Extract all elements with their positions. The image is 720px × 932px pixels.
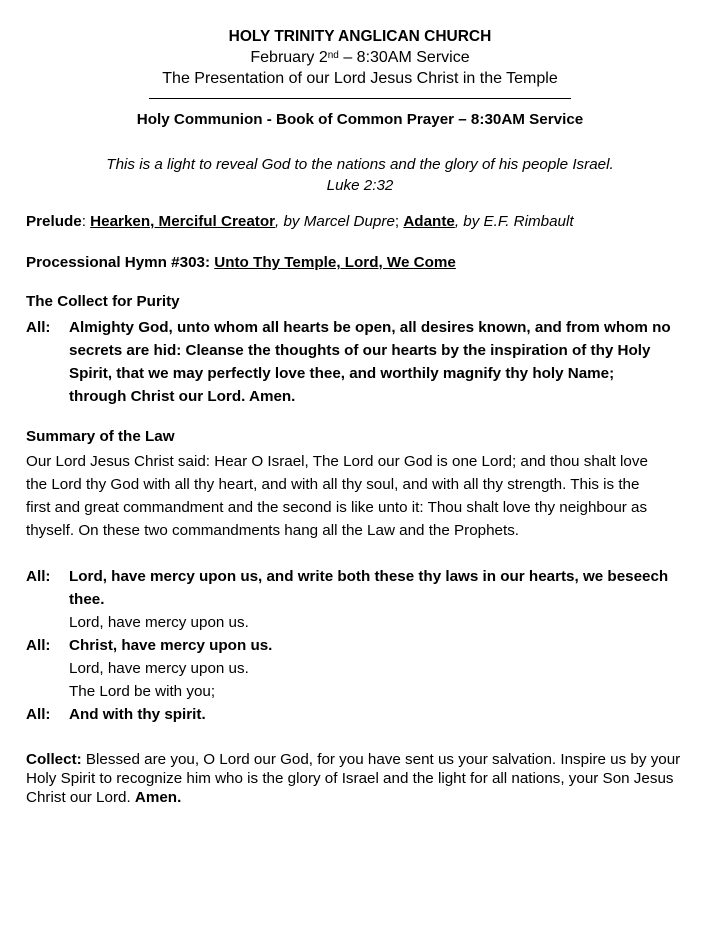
- versicle-text: Lord, have mercy upon us.: [69, 614, 249, 631]
- summary-title: Summary of the Law: [26, 428, 175, 445]
- response-line: thee.: [69, 591, 105, 608]
- summary-line: the Lord thy God with all thy heart, and with all thy soul, and with all thy strength. This is the: [26, 476, 640, 493]
- collect-label: Collect:: [26, 751, 82, 768]
- scripture-verse: [0, 154, 720, 196]
- prelude-composer-2: , by E.F. Rimbault: [454, 213, 574, 230]
- response-label: All:: [26, 637, 51, 654]
- prelude-composer-1: , by Marcel Dupre: [275, 213, 395, 230]
- summary-line: thyself. On these two commandments hang all the Law and the Prophets.: [26, 522, 520, 539]
- response-line: Lord, have mercy upon us, and write both these thy laws in our hearts, we beseech: [69, 568, 669, 585]
- response-text: [69, 316, 706, 408]
- response-text: And with thy spirit.: [69, 706, 206, 723]
- collect-text: Blessed are you, O Lord our God, for you have sent us your salvation. Inspire us by your Holy Spirit to recognize him who is the glory of Israel and the light for all nations, your Son Jesus Christ our Lord.: [26, 751, 681, 806]
- response-text: [69, 565, 706, 611]
- verse-text: This is a light to reveal God to the nations and the glory of his people Israel.: [106, 156, 614, 173]
- header: [0, 26, 720, 89]
- response-text: Christ, have mercy upon us.: [69, 637, 273, 654]
- service-title: Holy Communion - Book of Common Prayer – 8:30AM Service: [136, 111, 584, 128]
- versicle-text: The Lord be with you;: [69, 683, 216, 700]
- response-line: secrets are hid: Cleanse the thoughts of our hearts by the inspiration of thy Holy: [69, 342, 651, 359]
- prelude-line: [26, 213, 574, 230]
- verse-reference: Luke 2:32: [326, 177, 394, 194]
- response-line: Spirit, that we may perfectly love thee, and worthily magnify thy holy Name;: [69, 365, 615, 382]
- date-prefix: February 2: [250, 49, 328, 66]
- summary-text: [26, 450, 698, 542]
- collect-amen: Amen.: [134, 789, 182, 806]
- hymn-label: Processional Hymn #303:: [26, 254, 215, 271]
- header-divider: [149, 98, 571, 99]
- response-label: All:: [26, 568, 51, 585]
- prelude-piece-1: Hearken, Merciful Creator: [90, 213, 276, 230]
- feast-title: The Presentation of our Lord Jesus Christ in the Temple: [162, 70, 558, 87]
- summary-line: first and great commandment and the second is like unto it: Thou shalt love thy neighbour as: [26, 499, 648, 516]
- hymn-title: Unto Thy Temple, Lord, We Come: [214, 254, 456, 271]
- date-suffix: – 8:30AM Service: [338, 49, 470, 66]
- prelude-separator: ;: [394, 213, 404, 230]
- response-line: Almighty God, unto whom all hearts be open, all desires known, and from whom no: [69, 319, 671, 336]
- date-superscript: nd: [327, 50, 339, 61]
- summary-line: Our Lord Jesus Christ said: Hear O Israel, The Lord our God is one Lord; and thou shalt love: [26, 453, 648, 470]
- response-label: All:: [26, 319, 51, 336]
- prelude-piece-2: Adante: [403, 213, 455, 230]
- collect-of-the-day: [26, 750, 698, 807]
- collect-purity-title: The Collect for Purity: [26, 293, 180, 310]
- prelude-colon: :: [81, 213, 91, 230]
- church-name: HOLY TRINITY ANGLICAN CHURCH: [228, 28, 492, 45]
- versicle-text: Lord, have mercy upon us.: [69, 660, 249, 677]
- processional-hymn: [26, 254, 456, 271]
- prelude-label: Prelude: [26, 213, 82, 230]
- response-line: through Christ our Lord. Amen.: [69, 388, 296, 405]
- response-label: All:: [26, 706, 51, 723]
- service-date: [0, 47, 720, 68]
